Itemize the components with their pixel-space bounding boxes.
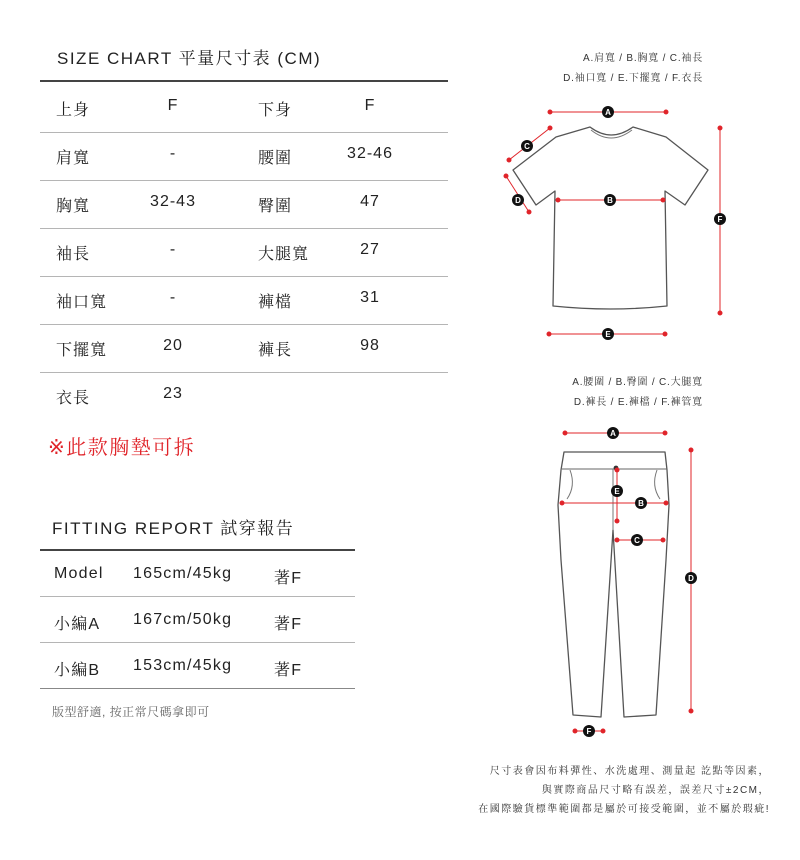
marker-b <box>604 194 616 206</box>
top-measure-label: 肩寬 <box>56 150 91 167</box>
fitting-report-title: FITTING REPORT 試穿報告 <box>52 519 295 538</box>
fitter-name: Model <box>54 565 104 582</box>
bottom-measure-value: 27 <box>360 241 380 258</box>
header-bottom-size: F <box>364 97 376 114</box>
header-top-label: 上身 <box>56 102 91 119</box>
top-measure-value: - <box>169 145 177 162</box>
svg-text:D: D <box>688 574 694 583</box>
top-measure-value: 23 <box>163 385 183 402</box>
bottom-measure-label: 腰圍 <box>258 150 293 167</box>
marker-c <box>521 140 533 152</box>
fitter-measurements: 167cm/50kg <box>133 611 233 628</box>
removable-pad-note: ※此款胸墊可拆 <box>48 437 196 459</box>
disclaimer-line3: 在國際驗貨標準範圍都是屬於可接受範圍，並不屬於瑕疵! <box>478 804 770 815</box>
marker-a <box>602 106 614 118</box>
bottom-measure-label: 褲長 <box>258 342 293 359</box>
fitter-measurements: 153cm/45kg <box>133 657 233 674</box>
svg-text:E: E <box>605 330 611 339</box>
fitting-note: 版型舒適, 按正常尺碼拿即可 <box>52 705 210 719</box>
fitter-size: 著F <box>274 570 303 587</box>
top-measure-value: - <box>169 289 177 306</box>
marker-c <box>631 534 643 546</box>
svg-text:A: A <box>610 429 616 438</box>
bottom-measure-label: 大腿寬 <box>258 246 310 263</box>
fitter-measurements: 165cm/45kg <box>133 565 233 582</box>
header-top-size: F <box>167 97 179 114</box>
bottom-measure-label: 褲檔 <box>258 294 293 311</box>
disclaimer-line1: 尺寸表會因布料彈性、水洗處理、測量起 訖點等因素， <box>489 766 770 777</box>
top-legend-line2: D.袖口寬 / E.下擺寬 / F.衣長 <box>563 73 703 84</box>
header-bottom-label: 下身 <box>258 102 293 119</box>
svg-text:E: E <box>614 487 620 496</box>
marker-d <box>685 572 697 584</box>
svg-text:F: F <box>717 215 723 224</box>
tshirt-outline <box>513 127 708 309</box>
top-measure-label: 袖長 <box>56 246 91 263</box>
marker-b <box>635 497 647 509</box>
svg-text:F: F <box>586 727 592 736</box>
fitter-size: 著F <box>274 662 303 679</box>
marker-a <box>607 427 619 439</box>
marker-e <box>611 485 623 497</box>
bottom-measure-value: 32-46 <box>347 145 393 162</box>
top-measure-label: 下擺寬 <box>56 342 108 359</box>
bottom-measure-label: 臀圍 <box>258 198 293 215</box>
size-chart-title: SIZE CHART 平量尺寸表 (CM) <box>57 49 322 68</box>
top-legend-line1: A.肩寬 / B.胸寬 / C.袖長 <box>583 53 703 64</box>
marker-d <box>512 194 524 206</box>
fitter-size: 著F <box>274 616 303 633</box>
top-measure-value: - <box>169 241 177 258</box>
svg-text:B: B <box>638 499 644 508</box>
svg-text:A: A <box>605 108 611 117</box>
pants-legend-line2: D.褲長 / E.褲檔 / F.褲管寬 <box>573 397 703 408</box>
bottom-measure-value: 47 <box>360 193 380 210</box>
top-measure-label: 袖口寬 <box>56 294 108 311</box>
top-measure-label: 胸寬 <box>56 198 91 215</box>
marker-e <box>602 328 614 340</box>
bottom-measure-value: 98 <box>360 337 380 354</box>
disclaimer-line2: 與實際商品尺寸略有誤差，誤差尺寸±2CM， <box>541 785 770 796</box>
top-measure-value: 32-43 <box>150 193 196 210</box>
svg-text:C: C <box>634 536 640 545</box>
bottom-measure-value: 31 <box>360 289 380 306</box>
fitter-name: 小編B <box>54 662 101 679</box>
svg-text:D: D <box>515 196 521 205</box>
marker-f <box>714 213 726 225</box>
svg-text:B: B <box>607 196 613 205</box>
svg-text:C: C <box>524 142 530 151</box>
fitter-name: 小編A <box>54 616 101 633</box>
top-measure-label: 衣長 <box>56 390 91 407</box>
top-measure-value: 20 <box>163 337 183 354</box>
marker-f <box>583 725 595 737</box>
pants-legend-line1: A.腰圍 / B.臀圍 / C.大腿寬 <box>572 377 703 388</box>
